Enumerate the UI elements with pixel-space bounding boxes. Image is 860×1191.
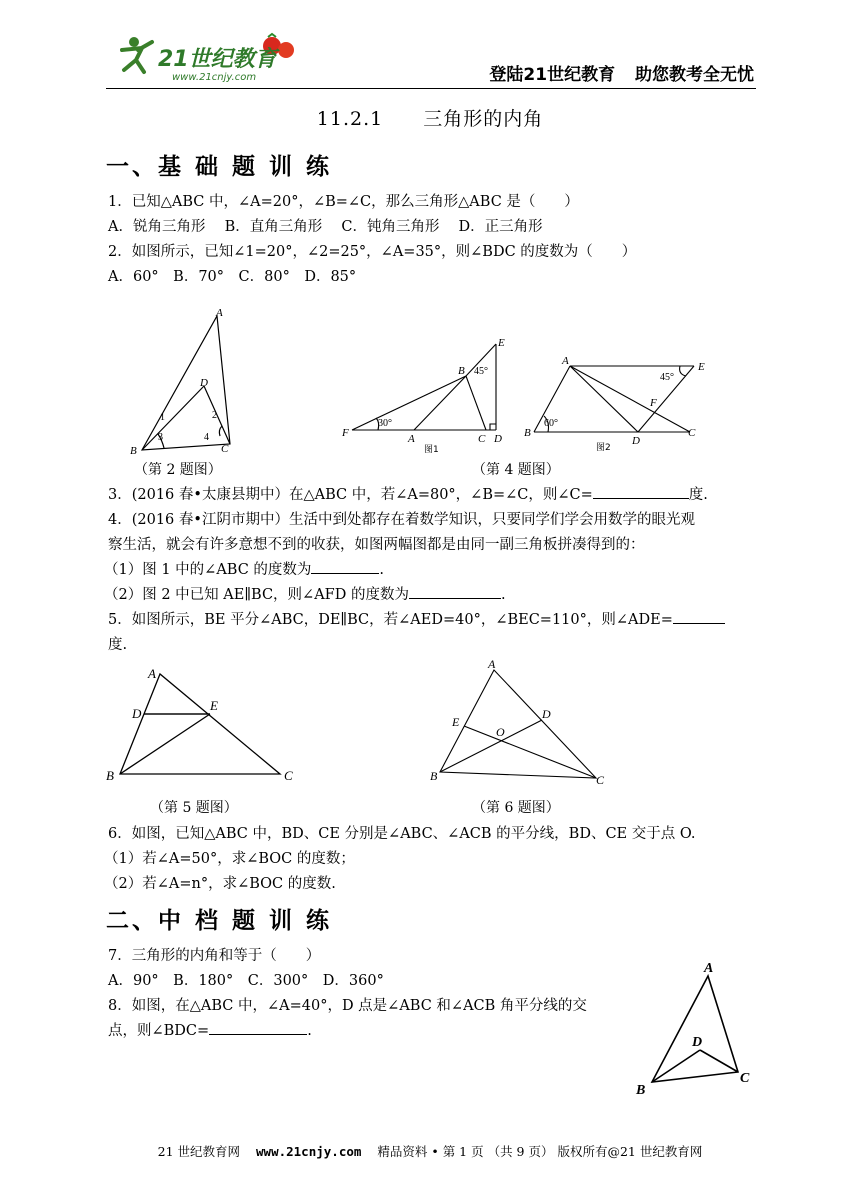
fig6-label-b: B — [430, 769, 438, 783]
figure-question-2 — [124, 302, 244, 462]
question-8-line-1: 8．如图，在△ABC 中，∠A=40°，D 点是∠ABC 和∠ACB 角平分线的交 — [108, 998, 587, 1014]
question-4-part-1-text: （1）图 1 中的∠ABC 的度数为 — [104, 562, 312, 578]
question-3 — [108, 483, 708, 504]
logo-url: www.21cnjy.com — [172, 72, 257, 83]
fig2-label-b: B — [130, 445, 137, 457]
fig2-label-c: C — [221, 443, 229, 455]
fig4b-label-e: E — [698, 361, 705, 373]
caption-figure-4: （第 4 题图） — [472, 462, 560, 478]
fig6-label-e: E — [452, 715, 460, 729]
question-5-unit: 度. — [108, 637, 128, 653]
question-6: 6．如图，已知△ABC 中，BD、CE 分别是∠ABC、∠ACB 的平分线，BD、CE 交于点 O. — [108, 826, 696, 842]
question-7-options: A．90° B．180° C．300° D．360° — [108, 973, 384, 989]
caption-figure-6: （第 6 题图） — [472, 800, 560, 816]
question-5-text: 5．如图所示，BE 平分∠ABC，DE∥BC，若∠AED=40°，∠BEC=110°，则∠ADE= — [108, 612, 673, 628]
question-4-part-2-text: （2）图 2 中已知 AE∥BC，则∠AFD 的度数为 — [104, 587, 409, 603]
question-4-line-2: 察生活，就会有许多意想不到的收获，如图两幅图都是由同一副三角板拼凑得到的： — [108, 537, 645, 553]
fig4b-caption: 图2 — [596, 443, 611, 453]
caption-figure-5: （第 5 题图） — [150, 800, 238, 816]
question-8-text: 点，则∠BDC= — [108, 1023, 210, 1039]
fig4a-label-d: D — [494, 433, 502, 445]
fig4b-angle-45: 45° — [660, 372, 674, 383]
question-1-options: A．锐角三角形 B．直角三角形 C．钝角三角形 D．正三角形 — [108, 219, 543, 235]
header-divider — [106, 88, 756, 89]
question-4-part-2 — [104, 583, 506, 604]
fig4b-label-b: B — [524, 427, 531, 439]
figure-question-8 — [630, 956, 760, 1100]
question-2: 2．如图所示，已知∠1=20°，∠2=25°，∠A=35°，则∠BDC 的度数为（ ） — [108, 244, 637, 260]
fig2-angle-1: 1 — [160, 412, 165, 423]
fig4b-label-d: D — [632, 435, 640, 447]
fig8-label-d: D — [692, 1035, 703, 1050]
logo-text: 21世纪教育 — [158, 47, 277, 72]
fig4b-label-a: A — [562, 355, 569, 367]
fig5-label-b: B — [106, 768, 114, 783]
question-6-part-2: （2）若∠A=n°，求∠BOC 的度数. — [104, 876, 336, 892]
answer-blank-3[interactable] — [593, 484, 689, 499]
section-heading-intermediate: 二、中 档 题 训 练 — [106, 908, 333, 934]
answer-blank-4-2[interactable] — [409, 584, 501, 599]
fig8-label-a: A — [704, 961, 714, 976]
fig2-angle-4: 4 — [204, 432, 209, 443]
footer-site-name: 21 世纪教育网 — [157, 1144, 241, 1159]
fig4a-label-e: E — [498, 337, 505, 349]
question-4-part-1-end: . — [379, 562, 385, 578]
fig4a-label-c: C — [478, 433, 486, 445]
fig4a-label-f: F — [342, 427, 349, 439]
question-5 — [108, 608, 725, 629]
figure-question-6 — [424, 654, 624, 786]
figure-question-4-part-1 — [338, 332, 518, 456]
question-8-line-2 — [108, 1019, 312, 1040]
page-footer — [0, 1142, 860, 1160]
fig4a-label-a: A — [408, 433, 415, 445]
fig4b-label-c: C — [688, 427, 696, 439]
question-6-part-1: （1）若∠A=50°，求∠BOC 的度数； — [104, 851, 355, 867]
fig6-label-o: O — [496, 725, 505, 739]
answer-blank-5[interactable] — [673, 609, 725, 624]
fig4b-label-f: F — [650, 397, 657, 409]
footer-url[interactable]: www.21cnjy.com — [256, 1144, 362, 1159]
question-4-part-2-end: . — [500, 587, 506, 603]
fig4a-caption: 图1 — [424, 445, 439, 455]
site-logo — [112, 28, 312, 84]
fig2-label-a: A — [216, 307, 223, 319]
question-4-part-1 — [104, 558, 384, 579]
question-3-text: 3．(2016 春•太康县期中）在△ABC 中，若∠A=80°，∠B=∠C，则∠C= — [108, 487, 593, 503]
question-2-options: A．60° B．70° C．80° D．85° — [108, 269, 357, 285]
fig2-label-d: D — [200, 377, 208, 389]
question-8-end: . — [307, 1023, 312, 1039]
page-title: 11.2.1 三角形的内角 — [316, 108, 544, 130]
caption-figure-2: （第 2 题图） — [134, 462, 222, 478]
question-3-unit: 度. — [688, 487, 708, 503]
answer-blank-8[interactable] — [209, 1020, 307, 1035]
fig6-label-a: A — [488, 657, 496, 671]
fig2-angle-2: 2 — [212, 410, 217, 421]
fig5-label-c: C — [284, 768, 293, 783]
fig6-label-c: C — [596, 773, 605, 786]
fig4a-angle-45: 45° — [474, 366, 488, 377]
runner-icon — [122, 37, 152, 72]
fig5-label-d: D — [132, 706, 142, 721]
answer-blank-4-1[interactable] — [311, 559, 379, 574]
question-1: 1．已知△ABC 中，∠A=20°，∠B=∠C，那么三角形△ABC 是（ ） — [108, 194, 579, 210]
section-heading-basic: 一、基 础 题 训 练 — [106, 154, 333, 180]
figure-question-4-part-2 — [520, 352, 710, 456]
fig6-label-d: D — [542, 707, 551, 721]
header-slogan: 登陆21世纪教育 助您教考全无忧 — [489, 65, 754, 85]
figure-question-5 — [100, 664, 300, 786]
fig4a-label-b: B — [458, 365, 465, 377]
question-4-line-1: 4．(2016 春•江阴市期中）生活中到处都存在着数学知识，只要同学们学会用数学的眼光观 — [108, 512, 695, 528]
fig8-label-c: C — [740, 1071, 750, 1086]
footer-page-info: 精品资料 • 第 1 页 （共 9 页） 版权所有@21 世纪教育网 — [377, 1144, 703, 1159]
fig8-label-b: B — [636, 1083, 646, 1098]
fig5-label-a: A — [148, 666, 156, 681]
fig2-angle-3: 3 — [158, 432, 163, 443]
fig5-label-e: E — [210, 698, 218, 713]
fig4b-angle-60: 60° — [544, 418, 558, 429]
fig4a-angle-30: 30° — [378, 418, 392, 429]
question-7: 7．三角形的内角和等于（ ） — [108, 948, 321, 964]
